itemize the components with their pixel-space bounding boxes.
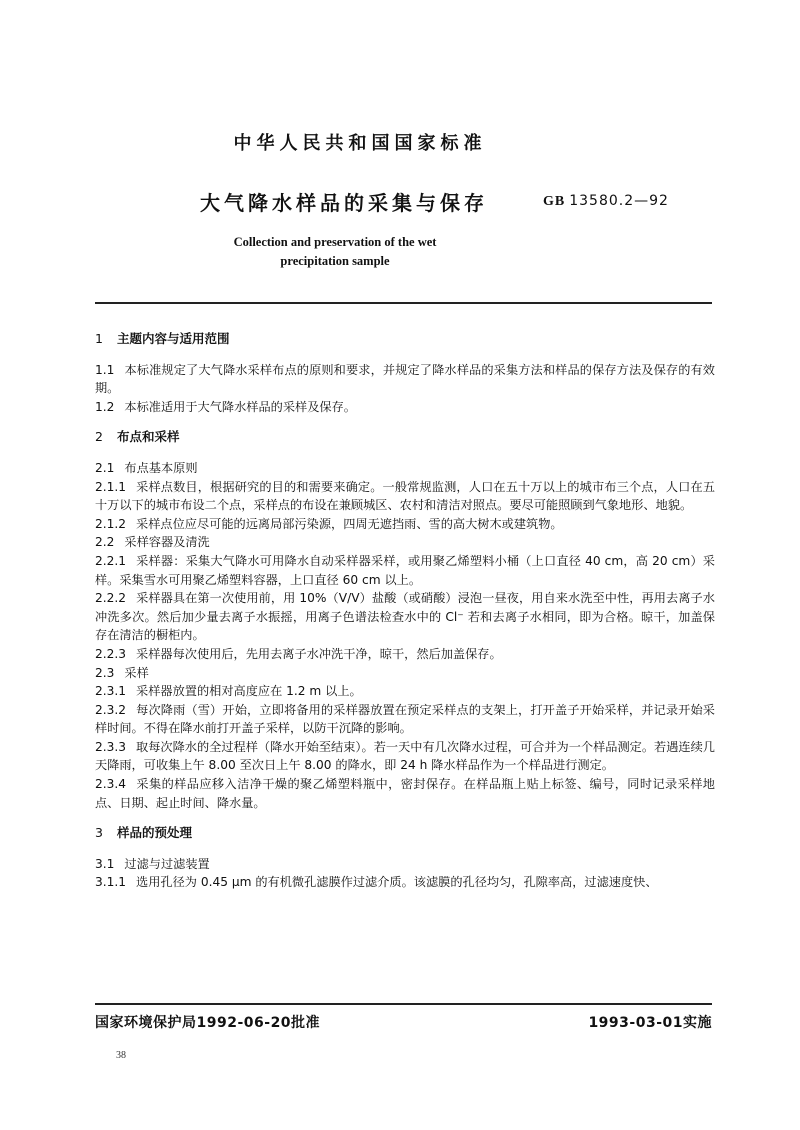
page-number: 38 [116,1050,126,1061]
clause-number: 1.2 [95,399,115,414]
national-standard-heading: 中华人民共和国国家标准 [233,133,487,154]
clause-text: 采样器放置的相对高度应在 1.2 m 以上。 [136,684,362,699]
paragraph [95,682,715,701]
paragraph [95,515,715,534]
paragraph [95,398,715,417]
clause-text: 采样容器及清洗 [124,535,210,550]
clause-number: 2.3.2 [95,702,127,717]
clause-text: 采样点数目，根据研究的目的和需要来确定。一般常规监测，人口在五十万以上的城市布三个点，人口在五十万以下的城市布设二个点，采样点的布设在兼顾城区、农村和清洁对照点。要尽可能照顾到气象地形、地貌。 [95,479,715,513]
clause-number: 2.2.2 [95,591,127,606]
clause-number: 2.3.3 [95,739,127,754]
clause-text: 采样器具在第一次使用前，用 10%（V/V）盐酸（或硝酸）浸泡一昼夜，用自来水洗至中性，再用去离子水冲洗多次。然后加少量去离子水振摇，用离子色谱法检查水中的 Cl⁻ 若和去离子水相同，即为合格。晾干，加盖保存在清洁的橱柜内。 [95,591,715,643]
standard-prefix: GB [543,194,566,209]
clause-number: 2.3.4 [95,777,127,792]
clause-number: 2.1.1 [95,479,127,494]
clause-text: 本标准适用于大气降水样品的采样及保存。 [124,399,356,414]
standard-code: 13580.2—92 [569,193,669,209]
section-title: 样品的预处理 [117,825,193,841]
clause-number: 3.1.1 [95,875,127,890]
section-number: 1 [95,331,103,346]
paragraph [95,459,715,478]
clause-text: 采样 [124,665,149,680]
section-heading [95,824,715,843]
clause-text: 采集的样品应移入洁净干燥的聚乙烯塑料瓶中，密封保存。在样品瓶上贴上标签、编号，同时记录采样地点、日期、起止时间、降水量。 [95,777,715,810]
section-number: 3 [95,825,103,841]
clause-number: 2.2.3 [95,646,127,661]
clause-text: 本标准规定了大气降水采样布点的原则和要求，并规定了降水样品的采集方法和样品的保存方法及保存的有效期。 [95,362,715,396]
clause-text: 每次降雨（雪）开始，立即将备用的采样器放置在预定采样点的支架上，打开盖子开始采样，并记录开始采样时间。不得在降水前打开盖子采样，以防干沉降的影响。 [95,702,715,736]
paragraph [95,645,715,664]
paragraph [95,855,715,874]
paragraph [95,775,715,812]
paragraph [95,873,715,892]
paragraph [95,664,715,683]
clause-text: 采样器每次使用后，先用去离子水冲洗干净，晾干，然后加盖保存。 [136,646,502,661]
approval-date: 国家环境保护局1992-06-20批准 [95,1015,321,1031]
clause-number: 1.1 [95,362,115,377]
clause-number: 3.1 [95,856,115,871]
clause-text: 采样点位应尽可能的远离局部污染源，四周无遮挡雨、雪的高大树木或建筑物。 [136,516,563,531]
footer-divider [95,1003,712,1005]
paragraph [95,738,715,775]
clause-number: 2.2 [95,535,115,550]
clause-number: 2.2.1 [95,553,127,568]
paragraph [95,478,715,515]
clause-number: 2.3.1 [95,684,127,699]
section-heading [95,428,715,447]
section-heading [95,330,715,349]
document-title-en-line2: precipitation sample [280,254,390,268]
clause-number: 2.1 [95,460,115,475]
paragraph [95,701,715,738]
clause-text: 取每次降水的全过程样（降水开始至结束）。若一天中有几次降水过程，可合并为一个样品测定。若遇连续几天降雨，可收集上午 8.00 至次日上午 8.00 的降水，即 24 h 降水样品作为一个样品进行测定。 [95,739,715,773]
clause-text: 布点基本原则 [124,460,198,475]
section-title: 主题内容与适用范围 [117,331,230,346]
document-title-en-line1: Collection and preservation of the wet [233,235,437,249]
clause-number: 2.3 [95,665,115,680]
implementation-date: 1993-03-01实施 [588,1015,712,1031]
clause-text: 采样器：采集大气降水可用降水自动采样器采样，或用聚乙烯塑料小桶（上口直径 40 cm，高 20 cm）采样。采集雪水可用聚乙烯塑料容器，上口直径 60 cm 以上。 [95,553,715,587]
paragraph [95,361,715,398]
document-title-zh: 大气降水样品的采集与保存 [200,191,488,215]
clause-number: 2.1.2 [95,516,127,531]
section-number: 2 [95,429,103,445]
section-title: 布点和采样 [117,429,180,445]
paragraph [95,533,715,552]
clause-text: 选用孔径为 0.45 μm 的有机微孔滤膜作过滤介质。该滤膜的孔径均匀，孔隙率高，过滤速度快、 [136,875,658,890]
paragraph [95,589,715,645]
clause-text: 过滤与过滤装置 [124,856,210,871]
document-body [95,330,715,892]
header-divider [95,302,712,304]
paragraph [95,552,715,589]
standard-number [543,193,669,210]
